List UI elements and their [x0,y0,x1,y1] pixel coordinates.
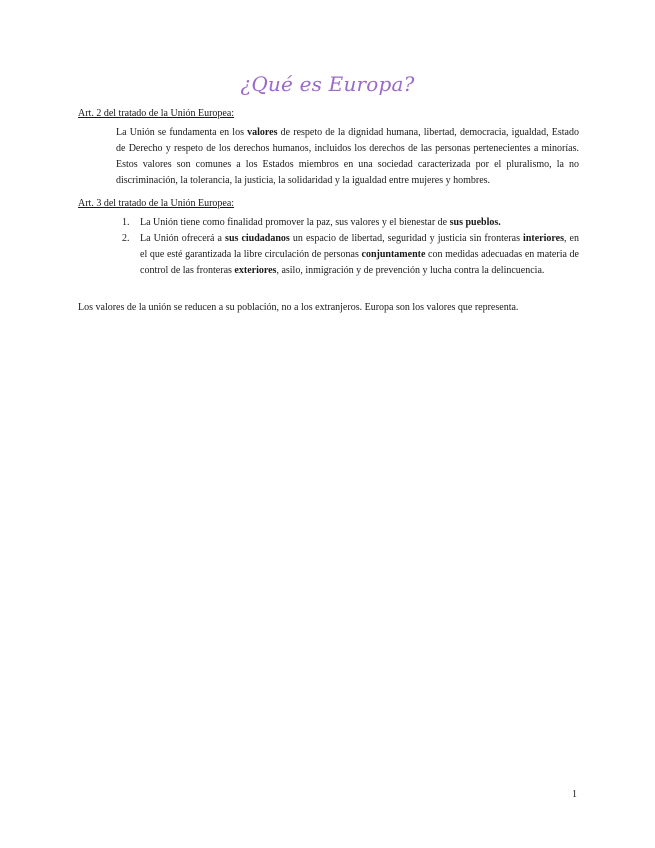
art2-text-2: de respeto de la dignidad humana, libertad, democracia, igualdad, Estado de Derecho y respeto de los derechos humanos, incluidos los derechos de las personas pertenecientes a minorías. Estos valores son comunes a los Estados miembros en una sociedad caracterizada por el pluralismo, la no discriminación, la tolerancia, la justicia, la solidaridad y la igualdad entre mujeres y hombres. [116,127,579,186]
art3-list [116,215,579,279]
list-item-bold: sus pueblos. [449,217,501,228]
list-item [116,215,579,231]
page-number: 1 [572,789,577,800]
art2-paragraph [116,125,579,189]
art2-heading: Art. 2 del tratado de la Unión Europea: [78,108,235,119]
art2-text-1: La Unión se fundamenta en los [116,127,248,138]
list-item-bold: interiores [523,233,564,244]
list-item-text: La Unión ofrecerá a [140,233,226,244]
closing-paragraph: Los valores de la unión se reducen a su población, no a los extranjeros. Europa son los valores que representa. [78,302,519,313]
list-item-bold: sus ciudadanos [225,233,290,244]
list-item-text: , en el que esté garantizada la libre circulación de personas [140,233,579,260]
list-item-number: 2. [122,233,130,244]
list-item [116,231,579,279]
page-title: ¿Qué es Europa? [240,72,415,96]
list-item-bold: conjuntamente [361,249,426,260]
art3-heading: Art. 3 del tratado de la Unión Europea: [78,198,235,209]
list-item-text: , asilo, inmigración y de prevención y lucha contra la delincuencia. [276,265,545,276]
list-item-text: La Unión tiene como finalidad promover la paz, sus valores y el bienestar de [140,217,450,228]
list-item-text: con medidas adecuadas en materia de control de las fronteras [140,249,579,276]
list-item-text: un espacio de libertad, seguridad y justicia sin fronteras [289,233,524,244]
list-item-number: 1. [122,217,130,228]
art2-bold-valores: valores [247,127,278,138]
list-item-bold: exteriores [234,265,277,276]
